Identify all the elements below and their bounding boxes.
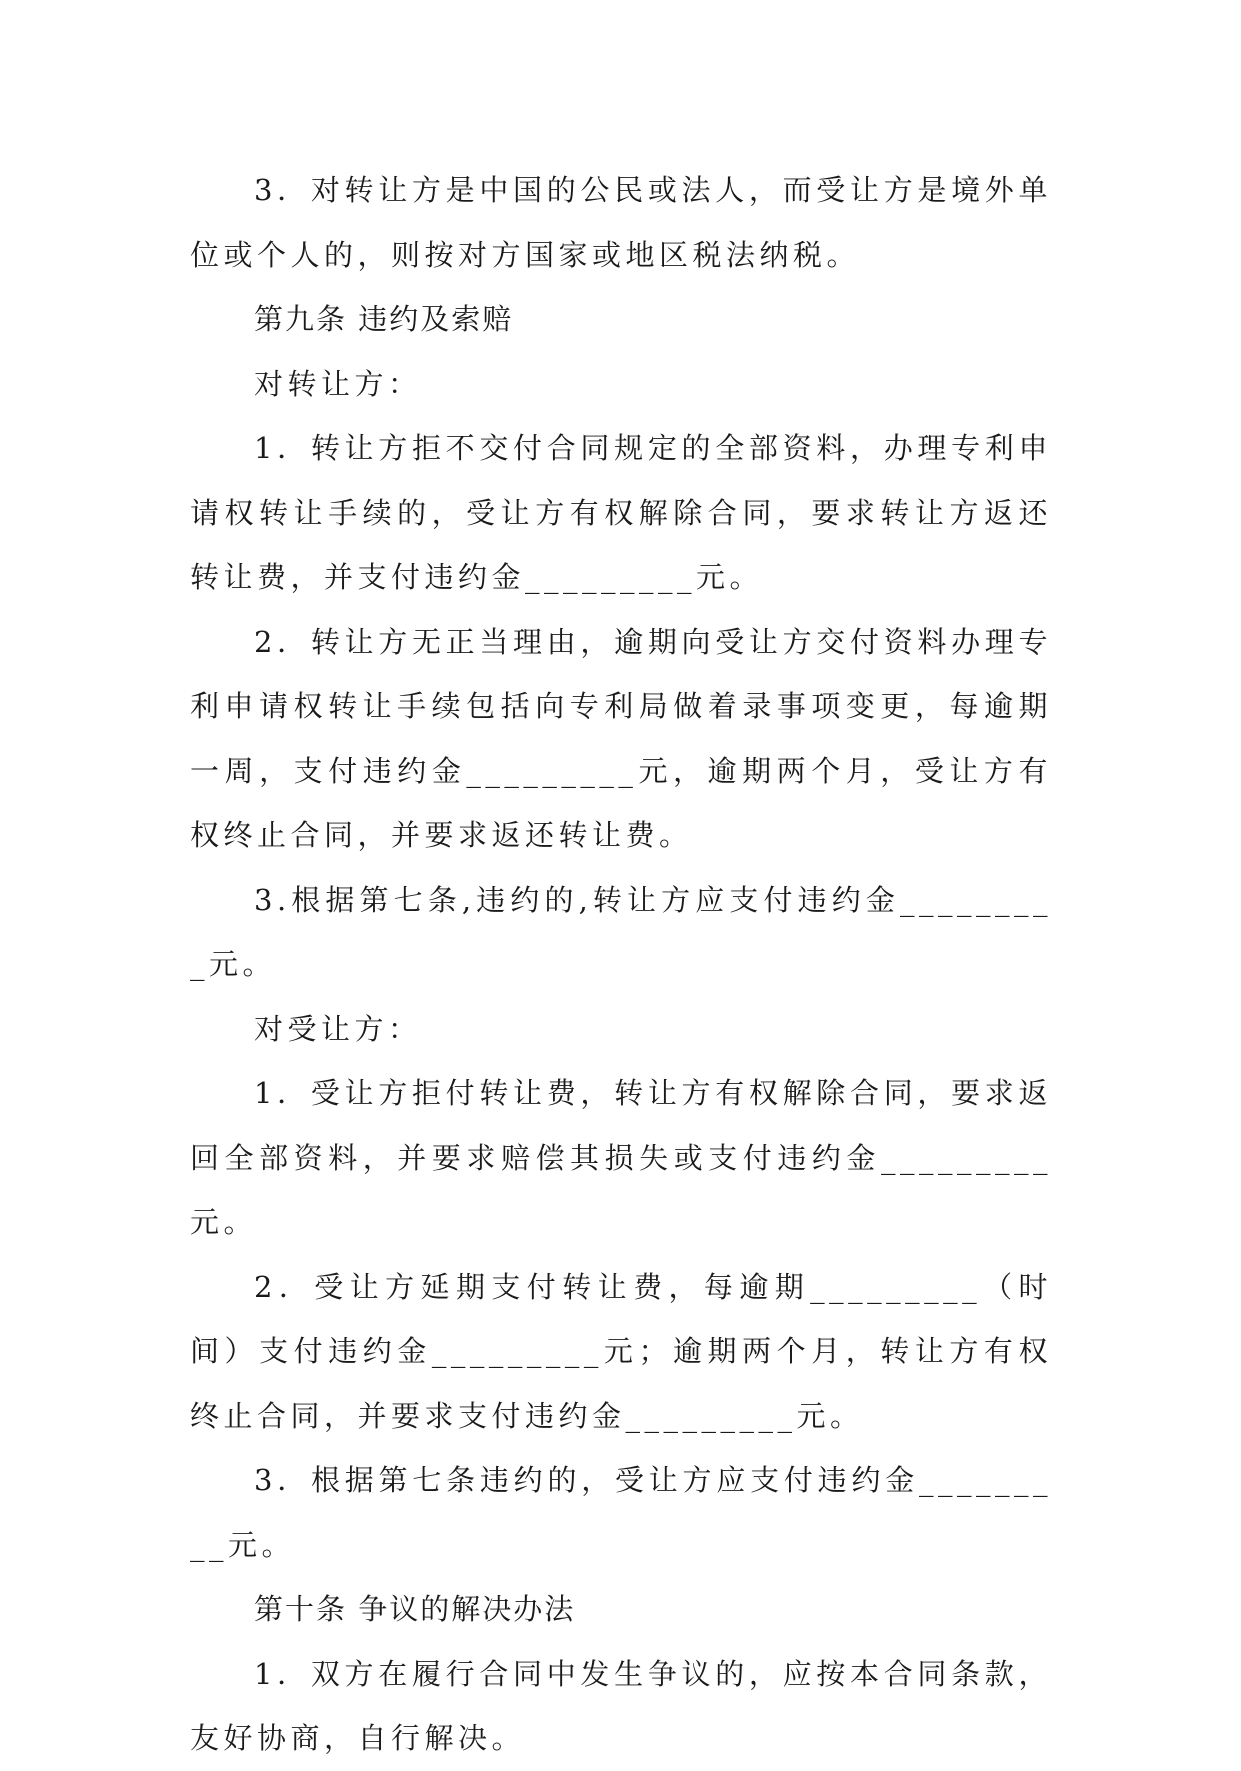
transferor-subheading: 对转让方：	[254, 366, 422, 401]
paragraph-transferor-clause-2: 2．转让方无正当理由，逾期向受让方交付资料办理专利申请权转让手续包括向专利局做着录事项变更，每逾期一周，支付违约金_________元，逾期两个月，受让方有权终止合同，并要求返还转让费。	[190, 624, 1052, 852]
paragraph-transferor-clause-1: 1．转让方拒不交付合同规定的全部资料，办理专利申请权转让手续的，受让方有权解除合同，要求转让方返还转让费，并支付违约金_________元。	[190, 431, 1052, 594]
paragraph-transferee-clause-2: 2．受让方延期支付转让费，每逾期_________（时间）支付违约金_________元；逾期两个月，转让方有权终止合同，并要求支付违约金_________元。	[190, 1269, 1052, 1433]
paragraph-transferor-clause-3: 3.根据第七条,违约的,转让方应支付违约金_________元。	[190, 882, 1052, 981]
article-10-heading: 第十条 争议的解决办法	[254, 1592, 576, 1626]
paragraph-dispute-clause-1: 1．双方在履行合同中发生争议的，应按本合同条款，友好协商，自行解决。	[190, 1656, 1052, 1755]
article-9-heading: 第九条 违约及索赔	[254, 302, 514, 336]
paragraph-tax-clause-3: 3．对转让方是中国的公民或法人，而受让方是境外单位或个人的，则按对方国家或地区税法纳税。	[190, 173, 1052, 272]
document-page	[190, 158, 1052, 1771]
paragraph-transferee-clause-1: 1．受让方拒付转让费，转让方有权解除合同，要求返回全部资料，并要求赔偿其损失或支付违约金_________元。	[190, 1076, 1052, 1239]
transferee-subheading: 对受让方：	[254, 1011, 422, 1046]
paragraph-transferee-clause-3: 3．根据第七条违约的，受让方应支付违约金_________元。	[190, 1463, 1052, 1562]
